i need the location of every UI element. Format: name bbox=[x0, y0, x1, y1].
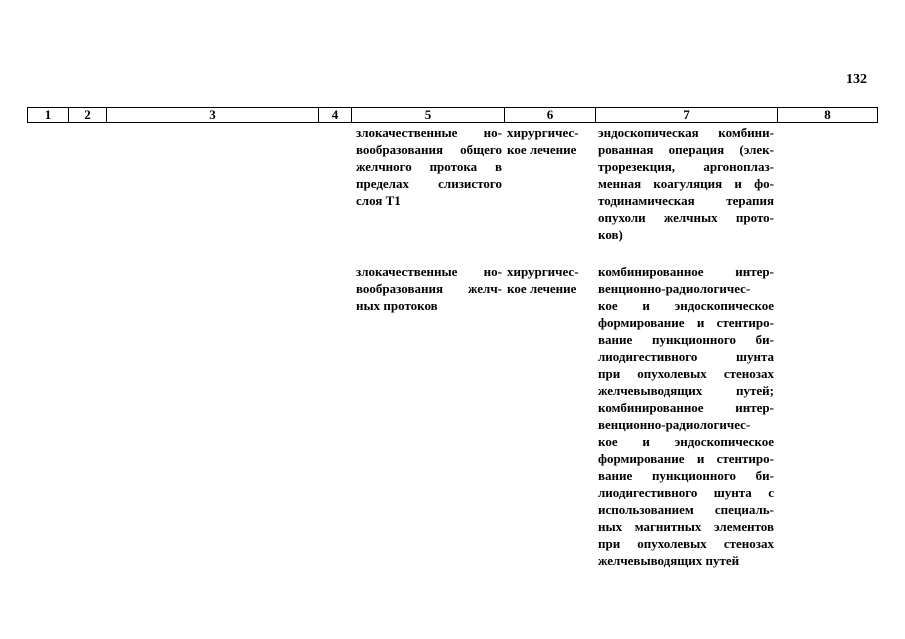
word: кое bbox=[598, 434, 618, 449]
word: с bbox=[768, 485, 774, 500]
word: эндоскопическая bbox=[598, 125, 699, 140]
row1-treatment-type bbox=[507, 124, 593, 158]
word: интер- bbox=[735, 264, 774, 279]
word: стенозах bbox=[723, 536, 774, 551]
column-number-2: 2 bbox=[69, 108, 107, 123]
word: комбинированное bbox=[598, 400, 704, 415]
text-line bbox=[598, 141, 774, 158]
word: вообразования bbox=[356, 142, 444, 157]
word: би- bbox=[755, 468, 774, 483]
word: специаль- bbox=[714, 502, 774, 517]
text-line bbox=[598, 382, 774, 399]
word: и bbox=[642, 298, 650, 313]
word: использованием bbox=[598, 502, 694, 517]
text-line: хирургичес- bbox=[507, 125, 579, 140]
text-line bbox=[598, 450, 774, 467]
text-line bbox=[598, 399, 774, 416]
word: общего bbox=[460, 142, 502, 157]
text-line: кое лечение bbox=[507, 142, 577, 157]
word: стентиро- bbox=[716, 315, 774, 330]
text-line bbox=[598, 158, 774, 175]
text-line bbox=[598, 297, 774, 314]
word: но- bbox=[483, 264, 502, 279]
text-line bbox=[356, 175, 502, 192]
word: терапия bbox=[726, 193, 774, 208]
row2-diagnosis bbox=[356, 263, 502, 314]
column-header-table bbox=[27, 107, 878, 123]
word: злокачественные bbox=[356, 264, 458, 279]
text-line bbox=[598, 209, 774, 226]
column-number-6: 6 bbox=[505, 108, 596, 123]
text-line bbox=[356, 263, 502, 280]
text-line bbox=[598, 433, 774, 450]
text-line bbox=[598, 331, 774, 348]
word: венционно-радиологичес- bbox=[598, 417, 751, 432]
word: формирование bbox=[598, 315, 685, 330]
word: эндоскопическое bbox=[674, 298, 774, 313]
row1-diagnosis bbox=[356, 124, 502, 209]
text-line bbox=[598, 484, 774, 501]
word: при bbox=[598, 536, 621, 551]
word: лиодигестивного bbox=[598, 349, 698, 364]
column-number-4: 4 bbox=[319, 108, 352, 123]
text-line bbox=[598, 535, 774, 552]
word: стентиро- bbox=[716, 451, 774, 466]
word: комбинированное bbox=[598, 264, 704, 279]
word: шунта bbox=[735, 349, 774, 364]
column-number-1: 1 bbox=[28, 108, 69, 123]
text-line bbox=[598, 263, 774, 280]
word: ных bbox=[598, 519, 623, 534]
word: аргоноплаз- bbox=[703, 159, 774, 174]
text-line: желчевыводящих путей bbox=[598, 553, 740, 568]
text-line: слоя T1 bbox=[356, 193, 401, 208]
word: кое bbox=[598, 298, 618, 313]
word: слизистого bbox=[438, 176, 502, 191]
word: желчных bbox=[663, 210, 718, 225]
word: интер- bbox=[735, 400, 774, 415]
word: и bbox=[642, 434, 650, 449]
word: лиодигестивного bbox=[598, 485, 698, 500]
row2-treatment-type bbox=[507, 263, 593, 297]
text-line bbox=[598, 314, 774, 331]
word: пределах bbox=[356, 176, 409, 191]
text-line bbox=[598, 518, 774, 535]
word: (элек- bbox=[739, 142, 774, 157]
text-line bbox=[598, 365, 774, 382]
word: коагуляция bbox=[653, 176, 723, 191]
column-number-8: 8 bbox=[778, 108, 878, 123]
column-number-5: 5 bbox=[352, 108, 505, 123]
word: и bbox=[696, 315, 705, 330]
text-line bbox=[598, 501, 774, 518]
word: пункционного bbox=[651, 332, 736, 347]
word: желчного bbox=[356, 159, 412, 174]
column-number-3: 3 bbox=[107, 108, 319, 123]
word: прото- bbox=[735, 210, 774, 225]
word: шунта bbox=[713, 485, 752, 500]
word: трорезекция, bbox=[598, 159, 676, 174]
text-line bbox=[356, 141, 502, 158]
text-line bbox=[598, 280, 774, 297]
word: опухоли bbox=[598, 210, 646, 225]
text-line bbox=[598, 348, 774, 365]
word: протока bbox=[429, 159, 478, 174]
row2-treatment-method bbox=[598, 263, 774, 569]
text-line bbox=[598, 467, 774, 484]
word: элементов bbox=[714, 519, 774, 534]
word: желч- bbox=[468, 281, 502, 296]
word: в bbox=[494, 159, 502, 174]
text-line: ных протоков bbox=[356, 298, 438, 313]
word: желчевыводящих bbox=[598, 383, 703, 398]
word: вание bbox=[598, 468, 633, 483]
word: магнитных bbox=[634, 519, 702, 534]
word: тодинамическая bbox=[598, 193, 695, 208]
word: но- bbox=[483, 125, 502, 140]
word: опухолевых bbox=[637, 536, 707, 551]
word: венционно-радиологичес- bbox=[598, 281, 751, 296]
word: злокачественные bbox=[356, 125, 458, 140]
text-line bbox=[598, 124, 774, 141]
word: и bbox=[734, 176, 742, 191]
text-line bbox=[356, 158, 502, 175]
word: операция bbox=[668, 142, 725, 157]
text-line: хирургичес- bbox=[507, 264, 579, 279]
text-line bbox=[598, 192, 774, 209]
word: вообразования bbox=[356, 281, 444, 296]
word: путей; bbox=[736, 383, 774, 398]
word: опухолевых bbox=[637, 366, 707, 381]
column-number-7: 7 bbox=[596, 108, 778, 123]
word: формирование bbox=[598, 451, 685, 466]
text-line bbox=[598, 175, 774, 192]
word: менная bbox=[598, 176, 642, 191]
word: вание bbox=[598, 332, 633, 347]
word: стенозах bbox=[723, 366, 774, 381]
text-line bbox=[356, 124, 502, 141]
text-line bbox=[598, 416, 774, 433]
text-line: ков) bbox=[598, 227, 623, 242]
page-number: 132 bbox=[846, 72, 867, 87]
row1-treatment-method bbox=[598, 124, 774, 243]
word: би- bbox=[755, 332, 774, 347]
text-line bbox=[356, 280, 502, 297]
text-line: кое лечение bbox=[507, 281, 577, 296]
word: фо- bbox=[754, 176, 774, 191]
word: пункционного bbox=[651, 468, 736, 483]
word: рованная bbox=[598, 142, 654, 157]
word: при bbox=[598, 366, 621, 381]
word: комбини- bbox=[718, 125, 774, 140]
word: и bbox=[696, 451, 705, 466]
word: эндоскопическое bbox=[674, 434, 774, 449]
